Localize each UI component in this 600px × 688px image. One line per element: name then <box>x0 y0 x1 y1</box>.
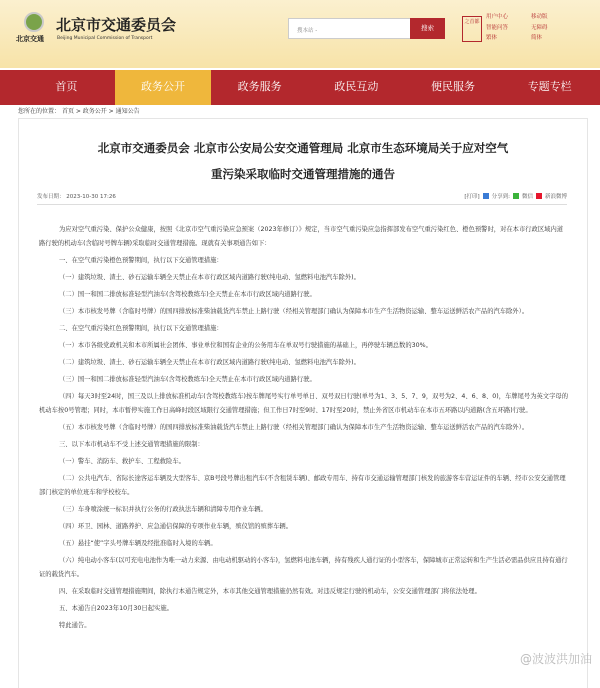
article-paragraph: （三）本市核发号牌（含临时号牌）的国四排放标准柴油载货汽车禁止上路行驶（经相关管理部门确认为保障本市生产生活物资运输、整车运送鲜活农产品的汽车除外）。 <box>59 307 529 315</box>
article-paragraph: 四、在采取临时交通管理措施期间，除执行本通告规定外，本市其他交通管理措施仍然有效。对违反规定行驶的机动车，公安交通管理部门将依法处理。 <box>59 587 481 595</box>
link-accessibility[interactable]: 无障碍 <box>531 24 548 31</box>
breadcrumb-path[interactable]: 首页 > 政务公开 > 通知公告 <box>61 108 140 115</box>
article-paragraph: 特此通告。 <box>59 621 91 629</box>
article-paragraph: 三、以下本市机动车不受上述交通管理措施的限制： <box>59 441 204 449</box>
article-paragraph: （一）警车、消防车、救护车、工程救险车。 <box>59 458 185 466</box>
article-paragraph: 五、本通告自2023年10月30日起实施。 <box>59 604 173 612</box>
link-simplified[interactable]: 简体 <box>531 35 543 41</box>
article-paragraph: （四）环卫、园林、道路养护、应急通信保障的专项作业车辆，殡仪馆的殡葬车辆。 <box>59 522 292 530</box>
share-weibo[interactable]: 新浪微博 <box>544 194 567 200</box>
title-line-2: 重污染采取临时交通管理措施的通告 <box>211 167 395 181</box>
capital-logo[interactable]: 之首都 <box>462 16 482 42</box>
nav-home[interactable]: 首页 <box>55 80 78 93</box>
site-subtitle: Beijing Municipal Commission of Transport <box>57 36 153 41</box>
article-body <box>39 223 569 636</box>
breadcrumb-label: 您所在的位置： <box>18 108 61 115</box>
date-label: 发布日期： <box>37 194 65 200</box>
site-title: 北京市交通委员会 <box>56 16 177 34</box>
nav-government-affairs-open[interactable]: 政务公开 <box>115 70 212 105</box>
share-label: 分享到: <box>491 194 510 200</box>
divider <box>37 204 567 205</box>
link-smart-qa[interactable]: 智能问答 <box>486 24 509 31</box>
logo-emblem-icon <box>24 12 44 32</box>
title-line-1: 北京市交通委员会 北京市公安局公安交通管理局 北京市生态环境局关于应对空气 <box>97 141 509 155</box>
header-links-left <box>486 12 508 44</box>
article-paragraph: （五）本市核发号牌（含临时号牌）的国四排放标准柴油载货汽车禁止上路行驶（经相关管理部门确认为保障本市生产生活物资运输、整车运送鲜活农产品的汽车除外）。 <box>59 423 529 431</box>
main-nav <box>0 70 600 105</box>
article-paragraph: 一、在空气重污染橙色预警期间，执行以下交通管理措施： <box>59 256 223 264</box>
search-button[interactable]: 搜索 <box>410 18 445 39</box>
nav-public-services[interactable]: 便民服务 <box>431 80 476 93</box>
weibo-icon[interactable] <box>536 193 542 199</box>
publish-date <box>37 192 116 200</box>
link-mobile[interactable]: 移动版 <box>531 14 548 20</box>
article-paragraph: （四）每天3时至24时，国三及以上排放标准机动车(含驾校教练车)按车牌尾号实行单号单日、双号双日行驶(单号为1、3、5、7、9，双号为2、4、6、8、0)，车牌尾号为英文字母的机动车按0号管理；同时，本市暂停实施工作日高峰时段区域限行交通管理措施；但工作日7时至9时、17时至20时，禁止外省区市机动车在本市五环路以内道路(含五环路)行驶。 <box>39 393 568 414</box>
printer-icon[interactable] <box>483 193 489 199</box>
nav-government-services[interactable]: 政务服务 <box>237 80 282 93</box>
nav-special-topics[interactable]: 专题专栏 <box>527 80 572 93</box>
date-value: 2023-10-30 17:26 <box>66 194 116 200</box>
article-paragraph: （三）车身喷涂统一标识并执行公务的行政执法车辆和清障专用作业车辆。 <box>59 505 267 513</box>
article-paragraph: （二）建筑垃圾、渣土、砂石运输车辆全天禁止在本市行政区域内道路行驶(纯电动、氢燃料电池汽车除外)。 <box>59 359 360 367</box>
share-bar <box>464 192 567 200</box>
print-link[interactable]: [打印] <box>464 194 480 200</box>
article-paragraph: （五）悬挂“使”字头号牌车辆及经批准临时入境的车辆。 <box>59 540 217 547</box>
wechat-icon[interactable] <box>513 193 519 199</box>
watermark: @波波洪加油 <box>519 652 592 666</box>
article-paragraph: （二）国一和国二排放标准轻型汽油车(含驾校教练车)全天禁止在本市行政区域内道路行驶。 <box>59 290 316 298</box>
article-container <box>18 118 588 688</box>
article-title <box>19 135 587 187</box>
article-paragraph: 为应对空气重污染、保护公众健康，按照《北京市空气重污染应急预案（2023年修订）》规定，当市空气重污染应急指挥部发布空气重污染红色、橙色预警时，对在本市行政区域内道路行驶的机动车(含临时号牌车辆)采取临时交通管理措施。现就有关事项通告如下： <box>39 226 564 247</box>
article-paragraph: （一）建筑垃圾、渣土、砂石运输车辆全天禁止在本市行政区域内道路行驶(纯电动、氢燃料电池汽车除外)。 <box>59 273 360 281</box>
article-paragraph: （三）国一和国二排放标准轻型汽油车(含驾校教练车)全天禁止在本市行政区域内道路行驶。 <box>59 376 316 384</box>
article-paragraph: 二、在空气重污染红色预警期间，执行以下交通管理措施： <box>59 324 223 332</box>
search-input[interactable]: 搜本站 - <box>288 18 411 39</box>
share-wechat[interactable]: 微信 <box>521 194 533 200</box>
header-links-right <box>531 12 548 44</box>
article-paragraph: （六）纯电动小客车(以可充电电池作为唯一动力来源、由电动机驱动的小客车)，氢燃料电池车辆，持有残疾人通行证的小型客车，保障城市正常运转和生产生活必需品供应且持有通行证的载货汽车。 <box>39 557 568 578</box>
site-logo[interactable] <box>16 12 52 44</box>
logo-text: 北京交通 <box>16 35 44 43</box>
article-paragraph: （一）本市各级党政机关和本市所属社会团体、事业单位和国有企业的公务用车在单双号行驶措施的基础上，再停驶车辆总数的30%。 <box>59 342 432 350</box>
article-paragraph: （二）公共电汽车、省际长途客运车辆及大型客车、京B号段号牌出租汽车(不含租赁车辆)、邮政专用车、持有市交通运输管理部门核发的旅游客车营运证件的车辆、经市公安交通管理部门核定的单位班车和学校校车。 <box>39 475 566 496</box>
site-header <box>0 0 600 68</box>
link-user-center[interactable]: 用户中心 <box>486 14 509 20</box>
breadcrumb <box>18 106 140 115</box>
link-traditional[interactable]: 繁体 <box>486 35 498 41</box>
nav-interaction[interactable]: 政民互动 <box>334 80 379 93</box>
